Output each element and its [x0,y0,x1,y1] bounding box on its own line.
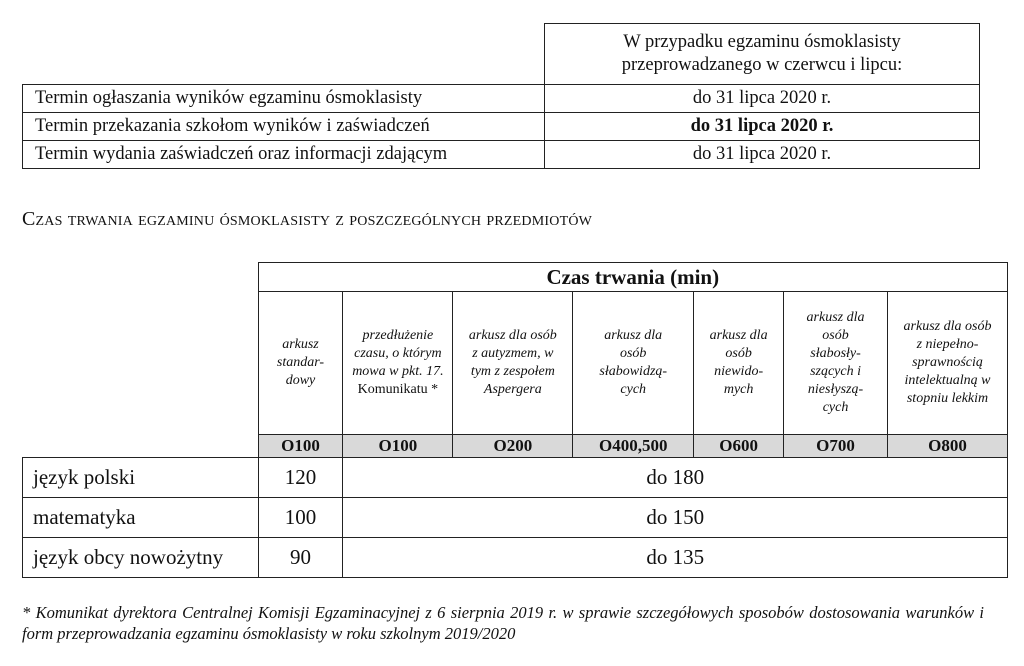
sheet-type-header: arkusz dla osób słabosły-szących i niesłyszą-cych [784,292,888,435]
standard-duration: 120 [258,458,343,498]
blank-corner [23,435,259,458]
dates-column-header [545,24,980,85]
term-value: do 31 lipca 2020 r. [545,85,980,113]
exam-dates-table [22,23,980,169]
sheet-code: O100 [258,435,343,458]
blank-corner [23,263,259,292]
subject-name: język polski [23,458,259,498]
sheet-type-header: arkusz standar-dowy [258,292,343,435]
dates-column-header-text: W przypadku egzaminu ósmoklasisty przeprowadzanego w czerwcu i lipcu: [621,32,903,75]
term-label: Termin przekazania szkołom wyników i zaświadczeń [23,113,545,141]
term-label: Termin wydania zaświadczeń oraz informacji zdającym [23,141,545,169]
sheet-code: O700 [784,435,888,458]
subject-name: język obcy nowożytny [23,538,259,578]
table-row [23,113,980,141]
duration-title: Czas trwania (min) [258,263,1007,292]
sheet-type-header: arkusz dla osób niewido-mych [694,292,784,435]
standard-duration: 100 [258,498,343,538]
table-row [23,141,980,169]
sheet-type-header: arkusz dla osób słabowidzą-cych [573,292,694,435]
subject-name: matematyka [23,498,259,538]
blank-corner [23,292,259,435]
term-value: do 31 lipca 2020 r. [545,113,980,141]
table-row [23,538,1008,578]
extended-duration: do 180 [343,458,1008,498]
sheet-code: O600 [694,435,784,458]
table-row [23,85,980,113]
sheet-type-header: arkusz dla osób z autyzmem, w tym z zespołem Aspergera [453,292,573,435]
sheet-code: O400,500 [573,435,694,458]
standard-duration: 90 [258,538,343,578]
sheet-code: O100 [343,435,453,458]
extended-duration: do 135 [343,538,1008,578]
blank-corner [23,24,545,85]
sheet-note: Komunikatu * [357,382,439,397]
footnote: * Komunikat dyrektora Centralnej Komisji Egzaminacyjnej z 6 sierpnia 2019 r. w sprawie szczegółowych sposobów dostosowania warunków i form przeprowadzania egzaminu ósmoklasisty w roku szkolnym 2019/2020 [22,603,984,643]
table-row [23,498,1008,538]
sheet-code: O800 [888,435,1008,458]
sheet-code: O200 [453,435,573,458]
section-heading: Czas trwania egzaminu ósmoklasisty z poszczególnych przedmiotów [22,208,593,230]
exam-duration-table [22,262,1008,578]
extended-duration: do 150 [343,498,1008,538]
sheet-type-header: przedłużenie czasu, o którym mowa w pkt. 17. Komunikatu * [343,292,453,435]
term-label: Termin ogłaszania wyników egzaminu ósmoklasisty [23,85,545,113]
table-row [23,458,1008,498]
term-value: do 31 lipca 2020 r. [545,141,980,169]
sheet-type-header: arkusz dla osób z niepełno-sprawnością intelektualną w stopniu lekkim [888,292,1008,435]
